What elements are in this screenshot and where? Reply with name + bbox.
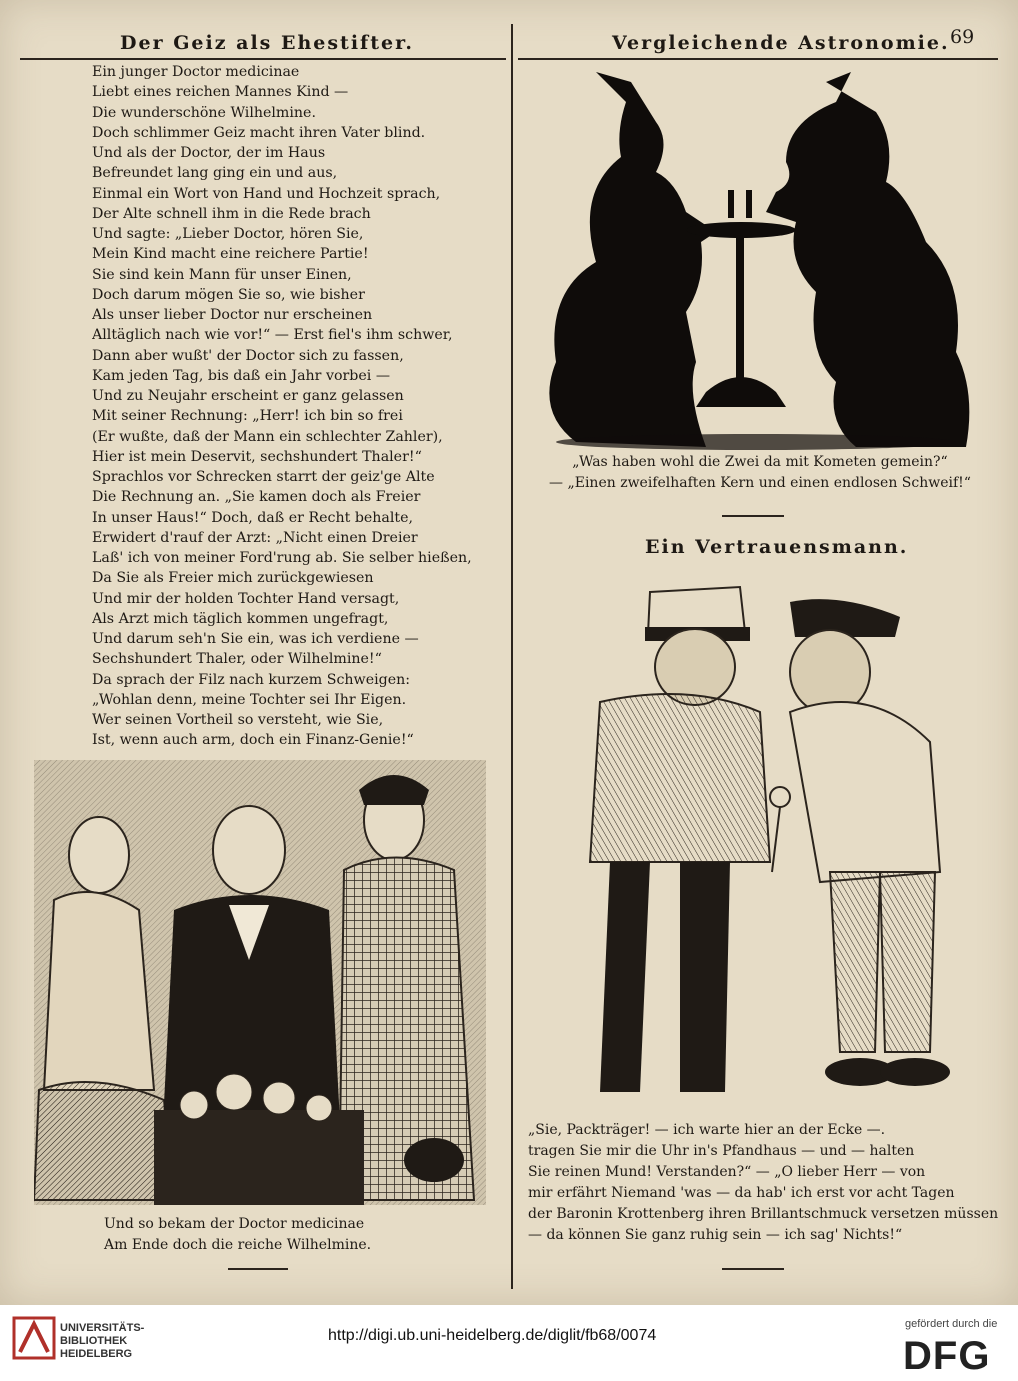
poem-line: Dann aber wußt' der Doctor sich zu fassen, — [92, 347, 404, 364]
poem-line: Sechshundert Thaler, oder Wilhelmine!“ — [92, 651, 382, 668]
poem-line: In unser Haus!“ Doch, daß er Recht behalte, — [92, 509, 414, 526]
university-library-name — [60, 1322, 144, 1361]
dfg-logo[interactable]: DFG — [903, 1334, 991, 1378]
right-title-astronomie: Vergleichende Astronomie. — [612, 32, 950, 54]
poem-line: Liebt eines reichen Mannes Kind — — [92, 84, 349, 101]
poem-line: Ein junger Doctor medicinae — [92, 64, 300, 80]
poem-line: Da Sie als Freier mich zurückgewiesen — [92, 570, 374, 587]
institution-line: HEIDELBERG — [60, 1348, 133, 1360]
caption-line: Und so bekam der Doctor medicinae — [104, 1216, 365, 1232]
right-header-rule — [518, 58, 998, 60]
poem-line: Befreundet lang ging ein und aus, — [92, 165, 338, 182]
poem-line: Die wunderschöne Wilhelmine. — [92, 104, 316, 121]
poem-line: Und zu Neujahr erscheint er ganz gelassen — [92, 388, 404, 404]
institution-line: UNIVERSITÄTS- — [60, 1322, 145, 1334]
caption-line: Sie reinen Mund! Verstanden?“ — „O lieber Herr — von — [528, 1164, 926, 1180]
caption-line: mir erfährt Niemand 'was — da hab' ich erst vor acht Tagen — [528, 1185, 955, 1201]
poem-line: Kam jeden Tag, bis daß ein Jahr vorbei — — [92, 367, 391, 384]
poem-line: Als Arzt mich täglich kommen ungefragt, — [92, 610, 389, 627]
poem-line: Und als der Doctor, der im Haus — [92, 145, 326, 161]
poem-line: Mein Kind macht eine reichere Partie! — [92, 246, 369, 263]
poem-line: Doch darum mögen Sie so, wie bisher — [92, 286, 365, 303]
page-number: 69 — [950, 26, 975, 48]
caption-line: „Was haben wohl die Zwei da mit Kometen gemein?“ — [572, 454, 948, 470]
poem-line: (Er wußte, daß der Mann ein schlechter Zahler), — [92, 428, 443, 445]
funder-label: gefördert durch die — [905, 1318, 998, 1330]
poem-text — [92, 62, 492, 751]
caption-line: — da können Sie ganz ruhig sein — ich sag' Nichts!“ — [528, 1227, 903, 1243]
poem-line: Der Alte schnell ihm in die Rede brach — [92, 205, 371, 222]
poem-line: Und sagte: „Lieber Doctor, hören Sie, — [92, 226, 364, 242]
poem-line: Mit seiner Rechnung: „Herr! ich bin so frei — [92, 408, 403, 425]
poem-line: Einmal ein Wort von Hand und Hochzeit sprach, — [92, 185, 441, 202]
right-caption-astronomie — [512, 452, 1008, 494]
poem-line: Und darum seh'n Sie ein, was ich verdiene — — [92, 631, 419, 647]
poem-line: „Wohlan denn, meine Tochter sei Ihr Eigen. — [92, 691, 407, 708]
poem-line: Da sprach der Filz nach kurzem Schweigen: — [92, 671, 411, 688]
poem-line: Doch schlimmer Geiz macht ihren Vater blind. — [92, 124, 426, 141]
right-mid-rule — [722, 515, 784, 517]
document-url-link[interactable]: http://digi.ub.uni-heidelberg.de/diglit/fb68/0074 — [328, 1327, 657, 1344]
poem-line: Die Rechnung an. „Sie kamen doch als Freier — [92, 489, 421, 506]
university-library-logo[interactable] — [12, 1316, 56, 1364]
column-divider — [511, 24, 513, 1289]
caption-line: der Baronin Krottenberg ihren Brillantschmuck versetzen müssen — [528, 1206, 999, 1222]
right-title-vertrauensmann: Ein Vertrauensmann. — [645, 536, 909, 558]
left-end-rule — [228, 1268, 288, 1270]
caption-line: „Sie, Packträger! — ich warte hier an der Ecke —. — [528, 1122, 886, 1138]
poem-line: Als unser lieber Doctor nur erscheinen — [92, 307, 373, 323]
illustration-doctor-and-daughter — [34, 760, 486, 1205]
right-caption-vertrauensmann — [528, 1120, 998, 1246]
caption-line: tragen Sie mir die Uhr in's Pfandhaus — und — halten — [528, 1143, 915, 1159]
poem-line: Laß' ich von meiner Ford'rung ab. Sie selber hießen, — [92, 550, 472, 566]
left-title: Der Geiz als Ehestifter. — [120, 32, 414, 54]
poem-line: Sprachlos vor Schrecken starrt der geiz'ge Alte — [92, 469, 435, 485]
poem-line: Ist, wenn auch arm, doch ein Finanz-Genie!“ — [92, 732, 414, 749]
left-header-rule — [20, 58, 506, 60]
poem-line: Erwidert d'rauf der Arzt: „Nicht einen Dreier — [92, 529, 418, 546]
poem-line: Alltäglich nach wie vor!“ — Erst fiel's ihm schwer, — [92, 327, 453, 344]
caption-line: Am Ende doch die reiche Wilhelmine. — [104, 1237, 372, 1253]
poem-line: Sie sind kein Mann für unser Einen, — [92, 266, 352, 283]
illustration-officer-and-porter — [540, 572, 980, 1112]
poem-line: Und mir der holden Tochter Hand versagt, — [92, 590, 400, 607]
left-caption — [104, 1214, 371, 1256]
illustration-silhouettes — [536, 62, 976, 452]
right-end-rule — [722, 1268, 784, 1270]
poem-line: Wer seinen Vortheil so versteht, wie Sie, — [92, 712, 384, 728]
poem-line: Hier ist mein Deservit, sechshundert Thaler!“ — [92, 448, 422, 465]
institution-line: BIBLIOTHEK — [60, 1335, 128, 1347]
caption-line: — „Einen zweifelhaften Kern und einen endlosen Schweif!“ — [549, 475, 971, 491]
